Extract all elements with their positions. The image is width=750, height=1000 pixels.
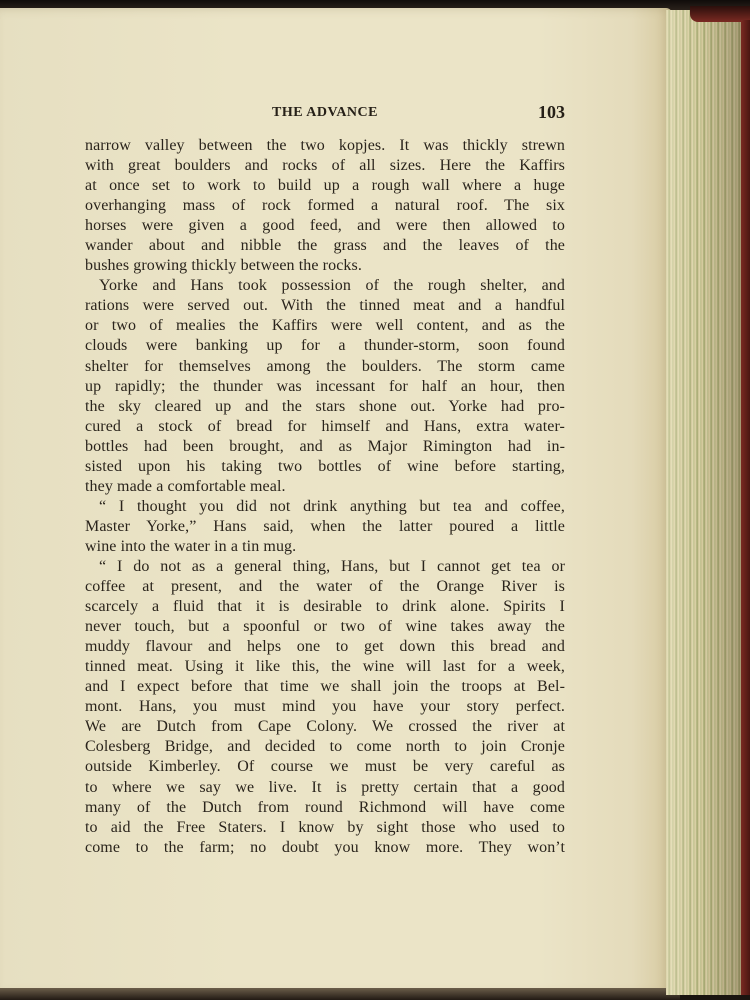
text-line: wander about and nibble the grass and the leaves of the [85, 237, 565, 255]
text-line: or two of mealies the Kaffirs were well content, and as the [85, 317, 565, 335]
text-line: overhanging mass of rock formed a natural roof. The six [85, 197, 565, 215]
text-line: wine into the water in a tin mug. [85, 537, 297, 555]
text-line: to where we say we live. It is pretty certain that a good [85, 778, 565, 796]
text-line: with great boulders and rocks of all sizes. Here the Kaffirs [85, 157, 565, 175]
text-line: outside Kimberley. Of course we must be very careful as [85, 758, 565, 776]
text-line: and I expect before that time we shall join the troops at Bel- [85, 678, 565, 696]
text-line: the sky cleared up and the stars shone out. Yorke had pro- [85, 397, 565, 415]
text-line: clouds were banking up for a thunder-storm, soon found [85, 337, 565, 355]
text-line: muddy flavour and helps one to get down this bread and [85, 638, 565, 656]
text-line: We are Dutch from Cape Colony. We crossed the river at [85, 718, 565, 736]
text-line: narrow valley between the two kopjes. It was thickly strewn [85, 137, 565, 154]
text-line: bottles had been brought, and as Major Rimington had in- [85, 437, 565, 455]
body-text [85, 136, 565, 858]
text-line: bushes growing thickly between the rocks. [85, 257, 362, 275]
text-line: up rapidly; the thunder was incessant for half an hour, then [85, 377, 565, 395]
text-line: at once set to work to build up a rough wall where a huge [85, 177, 565, 195]
scan-bottom-edge [0, 988, 680, 1000]
text-line: come to the farm; no doubt you know more. They won’t [85, 838, 565, 856]
text-line: scarcely a fluid that it is desirable to drink alone. Spirits I [85, 598, 565, 616]
text-line: coffee at present, and the water of the Orange River is [85, 578, 565, 596]
text-line: never touch, but a spoonful or two of wine takes away the [85, 618, 565, 636]
book-cover-edge [741, 20, 750, 995]
running-header [85, 102, 565, 124]
text-line: mont. Hans, you must mind you have your story perfect. [85, 698, 565, 716]
text-line: horses were given a good feed, and were then allowed to [85, 217, 565, 235]
text-line: “ I thought you did not drink anything but tea and coffee, [99, 497, 565, 515]
text-line: rations were served out. With the tinned meat and a handful [85, 297, 565, 315]
text-line: shelter for themselves among the boulders. The storm came [85, 357, 565, 375]
page-stack-shadow [666, 10, 750, 995]
text-line: “ I do not as a general thing, Hans, but I cannot get tea or [99, 557, 565, 575]
text-line: tinned meat. Using it like this, the wine will last for a week, [85, 658, 565, 676]
page-number: 103 [538, 102, 565, 122]
text-line: sisted upon his taking two bottles of wine before starting, [85, 457, 565, 475]
text-line: Yorke and Hans took possession of the rough shelter, and [99, 277, 565, 295]
text-line: they made a comfortable meal. [85, 477, 286, 495]
text-line: to aid the Free Staters. I know by sight those who used to [85, 818, 565, 836]
text-line: Colesberg Bridge, and decided to come north to join Cronje [85, 738, 565, 756]
text-line: many of the Dutch from round Richmond will have come [85, 798, 565, 816]
text-line: cured a stock of bread for himself and Hans, extra water- [85, 417, 565, 435]
running-title: THE ADVANCE [272, 105, 378, 120]
text-line: Master Yorke,” Hans said, when the latter poured a little [85, 517, 565, 535]
